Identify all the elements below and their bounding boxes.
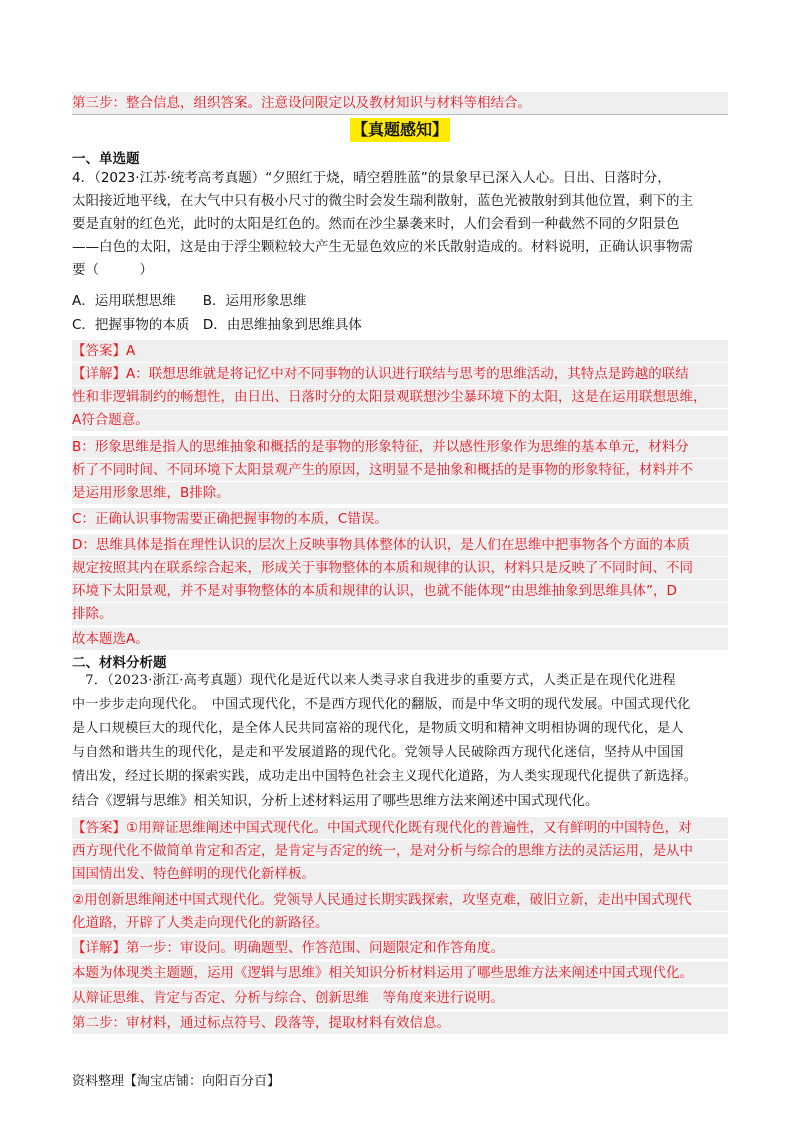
section-title: 【真题感知】	[350, 118, 450, 142]
question-line: 要（ ）	[72, 262, 153, 278]
answer-line: 国国情出发、特色鲜明的现代化新样板。	[72, 863, 728, 885]
passage-line: 与自然和谐共生的现代化，是走和平发展道路的现代化。党领导人民破除西方现代化迷信，坚持从中国国	[72, 745, 684, 760]
question-line: 太阳接近地平线，在大气中只有极小尺寸的微尘时会发生瑞利散射，蓝色光被散射到其他位置，剩下的主	[72, 193, 693, 209]
explanation-line: D：思维具体是指在理性认识的层次上反映事物具体整体的认识，是人们在思维中把事物各个方面的本质	[72, 534, 728, 556]
divider	[72, 114, 728, 115]
answer-line: ②用创新思维阐述中国式现代化。党领导人民通过长期实践探索，攻坚克难，破旧立新，走出中国式现代	[72, 889, 728, 911]
explanation-line: 【详解】A：联想思维就是将记忆中对不同事物的认识进行联结与思考的思维活动，其特点是跨越的联结	[72, 363, 728, 385]
explanation-line: 性和非逻辑制约的畅想性，由日出、日落时分的太阳景观联想沙尘暴环境下的太阳，这是在运用联想思维，	[72, 386, 728, 408]
explanation-line: 排除。	[72, 603, 728, 625]
explanation-line: C：正确认识事物需要正确把握事物的本质，C错误。	[72, 508, 728, 530]
answer-line: 西方现代化不做简单肯定和否定，是肯定与否定的统一，是对分析与综合的思维方法的灵活运用，是从中	[72, 840, 728, 862]
explanation-line: 故本题选A。	[72, 628, 728, 650]
explanation-line: 规定按照其内在联系综合起来，形成关于事物整体的本质和规律的认识，材料只是反映了不同时间、不同	[72, 557, 728, 579]
part1-heading: 一、单选题	[72, 151, 140, 167]
step3-line: 第三步：整合信息，组织答案。注意设问限定以及教材知识与材料等相结合。	[72, 92, 728, 114]
detail-line: 第二步：审材料，通过标点符号、段落等，提取材料有效信息。	[72, 1012, 728, 1034]
passage-line: 情出发，经过长期的探索实践，成功走出中国特色社会主义现代化道路，为人类实现现代化提供了新选择。	[72, 769, 698, 784]
detail-line: 从辩证思维、肯定与否定、分析与综合、创新思维 等角度来进行说明。	[72, 987, 728, 1009]
explanation-line: 环境下太阳景观，并不是对事物整体的本质和规律的认识，也就不能体现“由思维抽象到思维具体”，D	[72, 580, 728, 602]
passage-line: 结合《逻辑与思维》相关知识，分析上述材料运用了哪些思维方法来阐述中国式现代化。	[72, 793, 599, 809]
detail-line: 本题为体现类主题题，运用《逻辑与思维》相关知识分析材料运用了哪些思维方法来阐述中国式现代化。	[72, 962, 728, 984]
answer-line: 化道路，开辟了人类走向现代化的新路径。	[72, 912, 728, 934]
part2-heading: 二、材料分析题	[72, 655, 167, 671]
passage-line: 7．（2023·浙江·高考真题）现代化是近代以来人类寻求自我进步的重要方式，人类正是在现代化进程	[72, 673, 676, 688]
option-line: C．把握事物的本质 D．由思维抽象到思维具体	[72, 317, 362, 333]
explanation-line: 析了不同时间、不同环境下太阳景观产生的原因，这明显不是抽象和概括的是事物的形象特征，材料并不	[72, 459, 728, 481]
explanation-line: B：形象思维是指人的思维抽象和概括的是事物的形象特征，并以感性形象作为思维的基本单元，材料分	[72, 436, 728, 458]
question-line: 要是直射的红色光，此时的太阳是红色的。然而在沙尘暴袭来时，人们会看到一种截然不同的夕阳景色	[72, 216, 680, 232]
footer-text: 资料整理【淘宝店铺：向阳百分百】	[72, 1074, 281, 1089]
option-line: A．运用联想思维 B．运用形象思维	[72, 293, 307, 309]
passage-line: 中一步步走向现代化。 中国式现代化，不是西方现代化的翻版，而是中华文明的现代发展。中国式现代化	[72, 697, 691, 712]
passage-line: 是人口规模巨大的现代化，是全体人民共同富裕的现代化，是物质文明和精神文明相协调的现代化，是人	[72, 721, 684, 736]
explanation-line: 是运用形象思维，B排除。	[72, 482, 728, 504]
explanation-line: A符合题意。	[72, 409, 728, 431]
answer-line: 【答案】①用辩证思维阐述中国式现代化。中国式现代化既有现代化的普遍性，又有鲜明的中国特色，对	[72, 817, 728, 839]
detail-line: 【详解】第一步：审设问。明确题型、作答范围、问题限定和作答角度。	[72, 937, 728, 959]
question-line: ——白色的太阳，这是由于浮尘颗粒较大产生无显色效应的米氏散射造成的。材料说明，正确认识事物需	[72, 239, 693, 255]
section-title-wrap	[0, 118, 800, 142]
answer-line: 【答案】A	[72, 340, 728, 362]
question-line: 4．（2023·江苏·统考高考真题）“夕照红于烧，晴空碧胜蓝”的景象早已深入人心。日出、日落时分，	[72, 170, 671, 186]
